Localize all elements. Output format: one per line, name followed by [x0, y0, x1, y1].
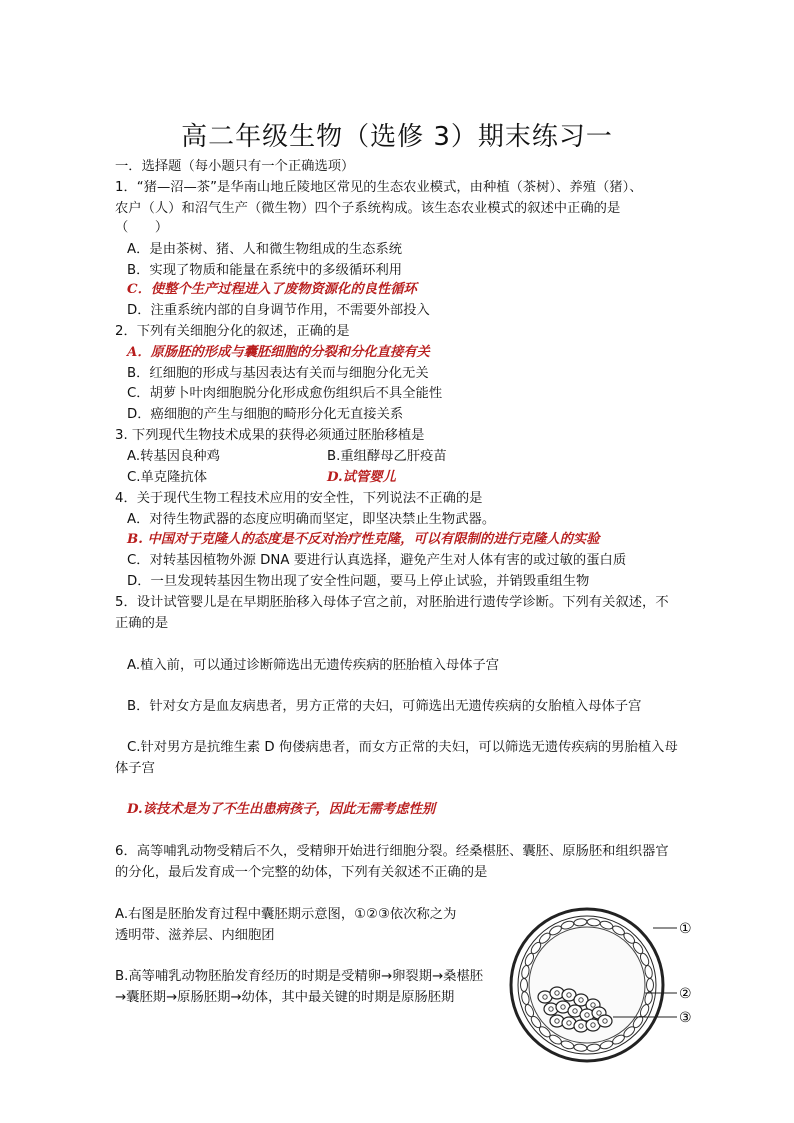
q3-option-c: C.单克隆抗体 — [127, 470, 207, 485]
q3-option-a: A.转基因良种鸡 — [127, 449, 220, 464]
trophoblast-cell — [574, 1044, 588, 1052]
q1-stem-line1: 1．“猪—沼—茶”是华南山地丘陵地区常见的生态农业模式，由种植（茶树）、养殖（猪）、 — [115, 180, 643, 195]
q5-option-c-line1: C.针对男方是抗维生素 D 佝偻病患者，而女方正常的夫妇，可以筛选无遗传疾病的男胎植入母 — [127, 740, 678, 755]
q4-stem: 4．关于现代生物工程技术应用的安全性，下列说法不正确的是 — [115, 491, 483, 506]
trophoblast-cell — [574, 918, 588, 926]
q6-option-a-line2: 透明带、滋养层、内细胞团 — [115, 928, 275, 943]
trophoblast-cell — [647, 979, 654, 992]
q5-stem-line1: 5．设计试管婴儿是在早期胚胎移入母体子宫之前，对胚胎进行遗传学诊断。下列有关叙述，不 — [115, 595, 669, 610]
q6-stem-line2: 的分化，最后发育成一个完整的幼体，下列有关叙述不正确的是 — [115, 865, 488, 880]
q3-option-b: B.重组酵母乙肝疫苗 — [327, 449, 447, 464]
q5-stem-line2: 正确的是 — [115, 616, 169, 631]
trophoblast-cell — [521, 991, 531, 1005]
q1-option-d: D．注重系统内部的自身调节作用，不需要外部投入 — [127, 303, 430, 318]
q2-option-c: C．胡萝卜叶肉细胞脱分化形成愈伤组织后不具全能性 — [127, 386, 443, 401]
trophoblast-cell — [587, 1044, 601, 1052]
q2-option-a-answer: A．原肠胚的形成与囊胚细胞的分裂和分化直接有关 — [127, 345, 430, 360]
trophoblast-cell — [521, 965, 531, 979]
q3-option-d-answer: D.试管婴儿 — [327, 470, 396, 485]
q6-option-b-line1: B.高等哺乳动物胚胎发育经历的时期是受精卵→卵裂期→桑椹胚 — [115, 969, 484, 984]
trophoblast-cell — [587, 918, 601, 926]
q1-stem-line2: 农户（人）和沼气生产（微生物）四个子系统构成。该生态农业模式的叙述中正确的是 — [115, 201, 621, 216]
q3-stem: 3. 下列现代生物技术成果的获得必须通过胚胎移植是 — [115, 428, 425, 443]
q6-option-a-line1: A.右图是胚胎发育过程中囊胚期示意图，①②③依次称之为 — [115, 907, 457, 922]
q3-row2 — [127, 468, 396, 488]
page-title: 高二年级生物（选修 3）期末练习一 — [181, 122, 613, 152]
q5-option-b: B．针对女方是血友病患者，男方正常的夫妇，可筛选出无遗传疾病的女胎植入母体子宫 — [127, 699, 642, 714]
diagram-label-1: ① — [679, 921, 692, 937]
q4-option-c: C．对转基因植物外源 DNA 要进行认真选择，避免产生对人体有害的或过敏的蛋白质 — [127, 553, 627, 568]
q1-option-c-answer: C．使整个生产过程进入了废物资源化的良性循环 — [127, 282, 417, 297]
q2-option-b: B．红细胞的形成与基因表达有关而与细胞分化无关 — [127, 366, 429, 381]
q4-option-d: D．一旦发现转基因生物出现了安全性问题，要马上停止试验，并销毁重组生物 — [127, 574, 590, 589]
q5-option-d-answer: D.该技术是为了不生出患病孩子，因此无需考虑性别 — [127, 802, 436, 817]
q1-option-b: B．实现了物质和能量在系统中的多级循环利用 — [127, 263, 403, 278]
q2-option-d: D．癌细胞的产生与细胞的畸形分化无直接关系 — [127, 407, 404, 422]
q5-option-a: A.植入前，可以通过诊断筛选出无遗传疾病的胚胎植入母体子宫 — [127, 658, 500, 673]
diagram-label-2: ② — [679, 986, 692, 1002]
trophoblast-cell — [644, 965, 654, 979]
q6-option-b-line2: →囊胚期→原肠胚期→幼体，其中最关键的时期是原肠胚期 — [115, 990, 455, 1005]
q1-option-a: A．是由茶树、猪、人和微生物组成的生态系统 — [127, 242, 403, 257]
diagram-label-3: ③ — [679, 1010, 692, 1026]
q4-option-a: A．对待生物武器的态度应明确而坚定，即坚决禁止生物武器。 — [127, 512, 496, 527]
q6-stem-line1: 6．高等哺乳动物受精后不久，受精卵开始进行细胞分裂。经桑椹胚、囊胚、原肠胚和组织器官 — [115, 844, 669, 859]
q4-option-b-answer: B. 中国对于克隆人的态度是不反对治疗性克隆，可以有限制的进行克隆人的实验 — [127, 532, 600, 547]
section-heading: 一．选择题（每小题只有一个正确选项） — [115, 159, 355, 174]
q5-option-c-line2: 体子宫 — [115, 761, 155, 776]
q1-stem-line3: （ ） — [115, 220, 169, 235]
trophoblast-cell — [521, 979, 528, 992]
inner-cell — [598, 1015, 612, 1027]
q2-stem: 2．下列有关细胞分化的叙述，正确的是 — [115, 324, 350, 339]
q3-row1 — [127, 447, 447, 467]
blastocyst-diagram — [505, 905, 705, 1065]
